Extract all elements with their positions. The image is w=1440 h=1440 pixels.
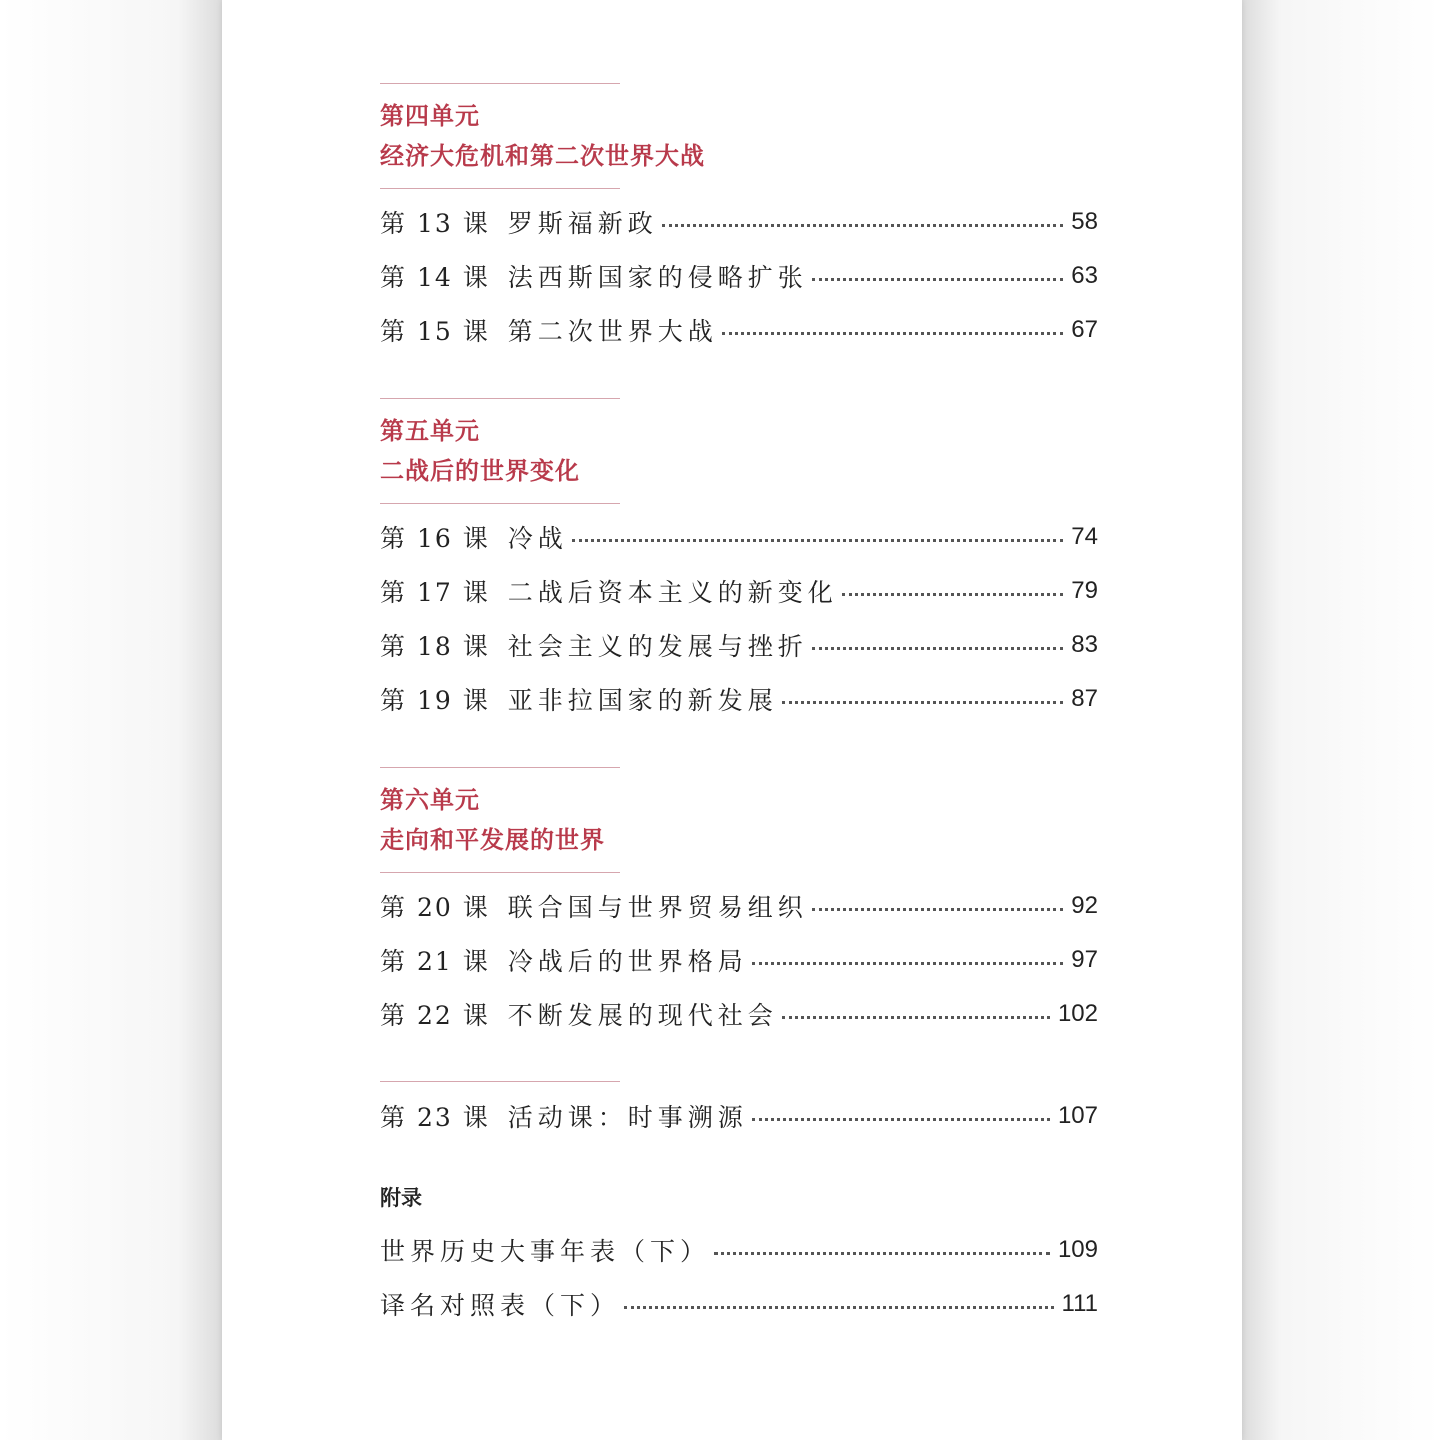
- page-number: 58: [1071, 208, 1098, 235]
- dot-leader: [662, 224, 1064, 227]
- dot-leader: [624, 1306, 1054, 1309]
- toc-row-appendix[interactable]: [380, 1287, 1098, 1321]
- lesson-number: 第 21 课: [380, 947, 490, 976]
- toc-row-activity[interactable]: [380, 1099, 1098, 1133]
- lesson-title: 冷战: [507, 524, 568, 553]
- page-number: 79: [1071, 577, 1098, 604]
- lesson-number: 第 14 课: [380, 263, 490, 292]
- lesson-number: 第 19 课: [380, 686, 490, 715]
- page-number: 92: [1071, 892, 1098, 919]
- toc-row[interactable]: [380, 682, 1098, 716]
- dot-leader: [752, 962, 1064, 965]
- lesson-number: 第 23 课: [380, 1103, 490, 1132]
- lesson-title: 活动课：时事溯源: [507, 1103, 748, 1132]
- dot-leader: [714, 1252, 1050, 1255]
- unit-rule-bottom: [380, 503, 620, 504]
- toc-row[interactable]: [380, 520, 1098, 554]
- lesson-title: 联合国与世界贸易组织: [507, 893, 808, 922]
- unit-title: 走向和平发展的世界: [380, 825, 605, 854]
- dot-leader: [752, 1118, 1050, 1121]
- dot-leader: [842, 593, 1064, 596]
- unit-label: 第四单元: [380, 101, 480, 130]
- lesson-title: 不断发展的现代社会: [507, 1001, 778, 1030]
- toc-row[interactable]: [380, 889, 1098, 923]
- lesson-title: 罗斯福新政: [507, 209, 658, 238]
- dot-leader: [722, 332, 1064, 335]
- unit-rule-top: [380, 767, 620, 768]
- lesson-number: 第 22 课: [380, 1001, 490, 1030]
- page-shadow-left: [0, 0, 222, 1440]
- toc-row[interactable]: [380, 574, 1098, 608]
- toc-row[interactable]: [380, 943, 1098, 977]
- lesson-title: 社会主义的发展与挫折: [507, 632, 808, 661]
- appendix-title: 译名对照表（下）: [380, 1291, 621, 1320]
- unit-rule-top: [380, 83, 620, 84]
- toc-row-appendix[interactable]: [380, 1233, 1098, 1267]
- page-number: 63: [1071, 262, 1098, 289]
- lesson-title: 二战后资本主义的新变化: [507, 578, 838, 607]
- appendix-title: 世界历史大事年表（下）: [380, 1237, 711, 1266]
- unit-title: 经济大危机和第二次世界大战: [380, 141, 705, 170]
- unit-rule-bottom: [380, 188, 620, 189]
- toc-row[interactable]: [380, 313, 1098, 347]
- lesson-number: 第 13 课: [380, 209, 490, 238]
- page-number: 111: [1061, 1290, 1098, 1317]
- toc-row[interactable]: [380, 628, 1098, 662]
- page-number: 74: [1071, 523, 1098, 550]
- unit-label: 第五单元: [380, 416, 480, 445]
- unit-title: 二战后的世界变化: [380, 456, 580, 485]
- toc-row[interactable]: [380, 259, 1098, 293]
- lesson-number: 第 15 课: [380, 317, 490, 346]
- lesson-number: 第 20 课: [380, 893, 490, 922]
- lesson-number: 第 17 课: [380, 578, 490, 607]
- appendix-heading: 附录: [380, 1187, 422, 1210]
- dot-leader: [812, 647, 1064, 650]
- page-number: 97: [1071, 946, 1098, 973]
- page-number: 67: [1071, 316, 1098, 343]
- unit-rule-top: [380, 398, 620, 399]
- toc-row[interactable]: [380, 205, 1098, 239]
- lesson-title: 法西斯国家的侵略扩张: [507, 263, 808, 292]
- lesson-title: 第二次世界大战: [507, 317, 718, 346]
- dot-leader: [812, 278, 1064, 281]
- dot-leader: [782, 1016, 1050, 1019]
- toc-row[interactable]: [380, 997, 1098, 1031]
- page-shadow-right: [1242, 0, 1440, 1440]
- page-number: 87: [1071, 685, 1098, 712]
- lesson-title: 亚非拉国家的新发展: [507, 686, 778, 715]
- lesson-number: 第 18 课: [380, 632, 490, 661]
- lesson-number: 第 16 课: [380, 524, 490, 553]
- unit-rule-bottom: [380, 872, 620, 873]
- dot-leader: [812, 908, 1064, 911]
- section-rule: [380, 1081, 620, 1082]
- lesson-title: 冷战后的世界格局: [507, 947, 748, 976]
- page-number: 107: [1057, 1102, 1098, 1129]
- page-number: 83: [1071, 631, 1098, 658]
- unit-label: 第六单元: [380, 785, 480, 814]
- dot-leader: [572, 539, 1064, 542]
- page-number: 102: [1057, 1000, 1098, 1027]
- dot-leader: [782, 701, 1064, 704]
- page-number: 109: [1057, 1236, 1098, 1263]
